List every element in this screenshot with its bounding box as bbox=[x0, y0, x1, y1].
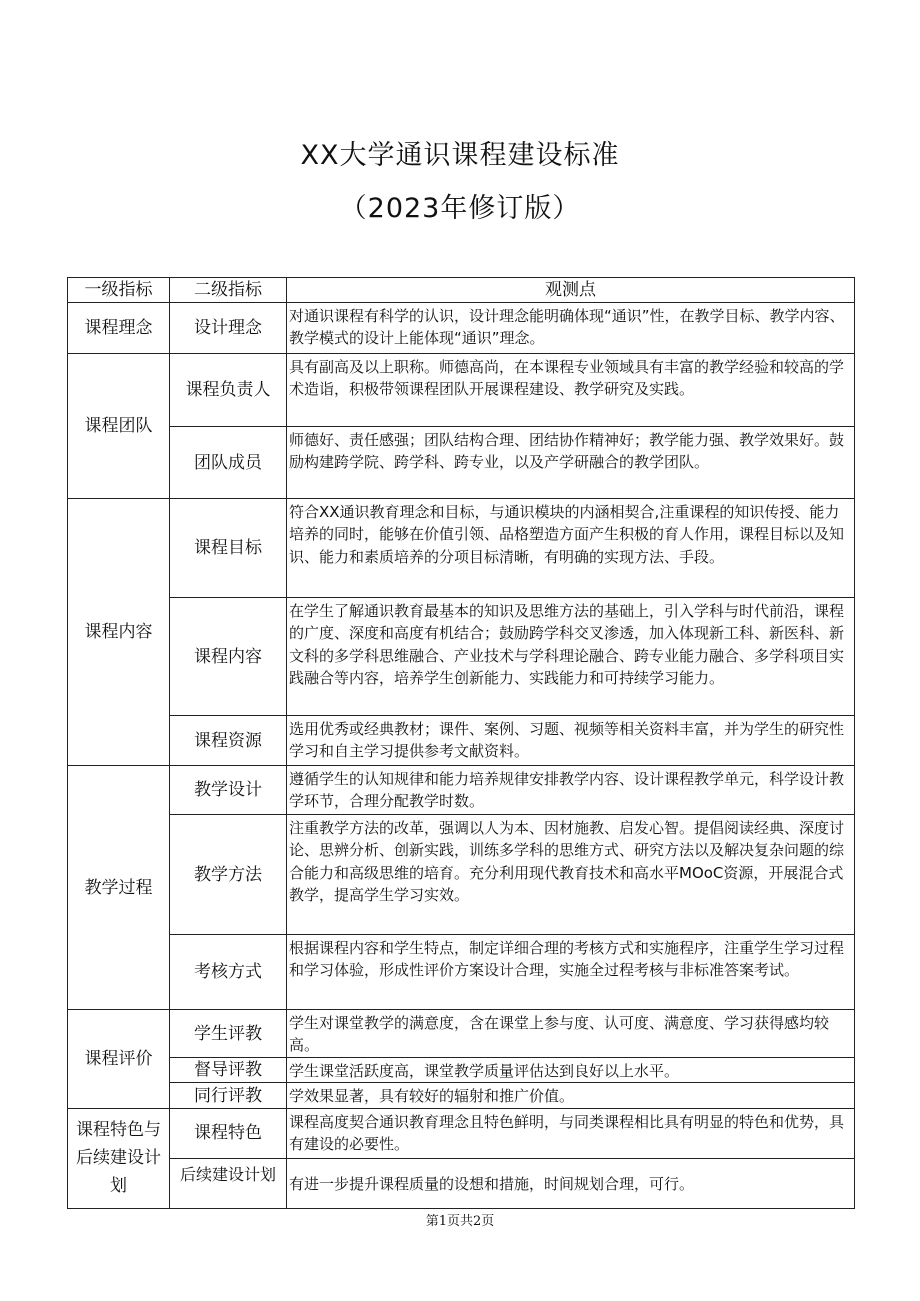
level2-cell: 教学方法 bbox=[170, 815, 287, 935]
table-header-row bbox=[68, 278, 855, 303]
level2-cell: 课程负责人 bbox=[170, 354, 287, 427]
table-row bbox=[68, 1158, 855, 1208]
table-row bbox=[68, 427, 855, 499]
table-row bbox=[68, 716, 855, 766]
table-row bbox=[68, 354, 855, 427]
level2-cell: 考核方式 bbox=[170, 935, 287, 1010]
table-row bbox=[68, 1083, 855, 1108]
level2-cell: 课程特色 bbox=[170, 1108, 287, 1158]
level2-cell: 同行评教 bbox=[170, 1083, 287, 1108]
header-level2: 二级指标 bbox=[170, 278, 287, 303]
observation-cell: 师德好、责任感强；团队结构合理、团结协作精神好；教学能力强、教学效果好。鼓励构建跨学院、跨学科、跨专业，以及产学研融合的教学团队。 bbox=[287, 427, 855, 499]
level2-cell: 教学设计 bbox=[170, 766, 287, 815]
table-row bbox=[68, 815, 855, 935]
level1-cell: 课程评价 bbox=[68, 1010, 170, 1109]
observation-cell: 学生课堂活跃度高，课堂教学质量评估达到良好以上水平。 bbox=[287, 1058, 855, 1083]
observation-cell: 有进一步提升课程质量的设想和措施，时间规划合理，可行。 bbox=[287, 1158, 855, 1208]
level1-cell: 课程理念 bbox=[68, 303, 170, 354]
table-row bbox=[68, 1108, 855, 1158]
observation-cell: 学生对课堂教学的满意度，含在课堂上参与度、认可度、满意度、学习获得感均较高。 bbox=[287, 1010, 855, 1058]
level2-cell: 课程内容 bbox=[170, 598, 287, 716]
header-observation: 观测点 bbox=[287, 278, 855, 303]
level2-cell: 课程目标 bbox=[170, 499, 287, 598]
table-row bbox=[68, 499, 855, 598]
observation-cell: 根据课程内容和学生特点，制定详细合理的考核方式和实施程序，注重学生学习过程和学习体验，形成性评价方案设计合理，实施全过程考核与非标准答案考试。 bbox=[287, 935, 855, 1010]
observation-cell: 符合XX通识教育理念和目标，与通识模块的内涵相契合,注重课程的知识传授、能力培养的同时，能够在价值引领、品格塑造方面产生积极的育人作用，课程目标以及知识、能力和素质培养的分项目标清晰，有明确的实现方法、手段。 bbox=[287, 499, 855, 598]
level1-cell: 课程团队 bbox=[68, 354, 170, 499]
level2-cell: 团队成员 bbox=[170, 427, 287, 499]
table-row bbox=[68, 935, 855, 1010]
header-level1: 一级指标 bbox=[68, 278, 170, 303]
observation-cell: 对通识课程有科学的认识，设计理念能明确体现“通识”性，在教学目标、教学内容、教学模式的设计上能体现“通识”理念。 bbox=[287, 303, 855, 354]
level1-cell: 课程内容 bbox=[68, 499, 170, 766]
observation-cell: 注重教学方法的改革，强调以人为本、因材施教、启发心智。提倡阅读经典、深度讨论、思辨分析、创新实践，训练多学科的思维方式、研究方法以及解决复杂问题的综合能力和高级思维的培育。充分利用现代教育技术和高水平MOoC资源，开展混合式教学，提高学生学习实效。 bbox=[287, 815, 855, 935]
level1-cell: 教学过程 bbox=[68, 766, 170, 1010]
standards-table bbox=[67, 277, 855, 1209]
table-row bbox=[68, 1058, 855, 1083]
table-row bbox=[68, 1010, 855, 1058]
table-row bbox=[68, 766, 855, 815]
table-row bbox=[68, 598, 855, 716]
observation-cell: 在学生了解通识教育最基本的知识及思维方法的基础上，引入学科与时代前沿，课程的广度、深度和高度有机结合；鼓励跨学科交叉渗透，加入体现新工科、新医科、新文科的多学科思维融合、产业技术与学科理论融合、跨专业能力融合、多学科项目实践融合等内容，培养学生创新能力、实践能力和可持续学习能力。 bbox=[287, 598, 855, 716]
observation-cell: 选用优秀或经典教材；课件、案例、习题、视频等相关资料丰富，并为学生的研究性学习和自主学习提供参考文献资料。 bbox=[287, 716, 855, 766]
observation-cell: 具有副高及以上职称。师德高尚，在本课程专业领域具有丰富的教学经验和较高的学术造诣，积极带领课程团队开展课程建设、教学研究及实践。 bbox=[287, 354, 855, 427]
observation-cell: 课程高度契合通识教育理念且特色鲜明，与同类课程相比具有明显的特色和优势，具有建设的必要性。 bbox=[287, 1108, 855, 1158]
observation-cell: 遵循学生的认知规律和能力培养规律安排教学内容、设计课程教学单元，科学设计教学环节，合理分配教学时数。 bbox=[287, 766, 855, 815]
document-subtitle: （2023年修订版） bbox=[339, 193, 581, 224]
level1-cell: 课程特色与后续建设计划 bbox=[68, 1108, 170, 1208]
document-title: XX大学通识课程建设标准 bbox=[300, 140, 620, 171]
page-footer: 第1页共2页 bbox=[425, 1214, 495, 1229]
level2-cell: 后续建设计划 bbox=[170, 1158, 287, 1208]
observation-cell: 学效果显著，具有较好的辐射和推广价值。 bbox=[287, 1083, 855, 1108]
level2-cell: 设计理念 bbox=[170, 303, 287, 354]
level2-cell: 督导评教 bbox=[170, 1058, 287, 1083]
level2-cell: 学生评教 bbox=[170, 1010, 287, 1058]
level2-cell: 课程资源 bbox=[170, 716, 287, 766]
table-row bbox=[68, 303, 855, 354]
